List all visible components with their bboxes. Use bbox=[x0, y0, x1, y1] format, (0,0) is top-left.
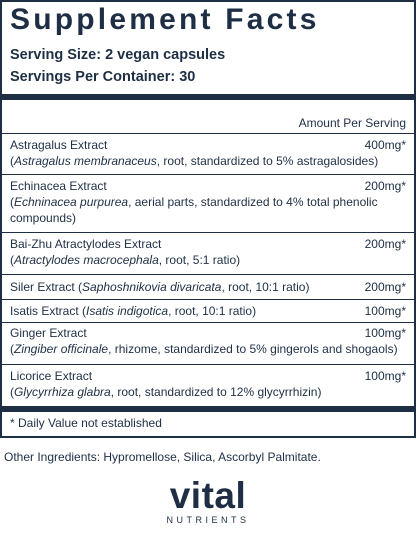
other-ingredients: Other Ingredients: Hypromellose, Silica, Ascorbyl Palmitate. bbox=[4, 450, 321, 464]
divider bbox=[2, 299, 414, 300]
daily-value-footnote: * Daily Value not established bbox=[10, 416, 162, 430]
ingredient-row bbox=[10, 279, 406, 295]
divider bbox=[2, 364, 414, 365]
ingredient-row bbox=[10, 303, 406, 319]
ingredient-description: (Atractylodes macrocephala, root, 5:1 ratio) bbox=[10, 253, 241, 267]
detail: , root, 10:1 ratio) bbox=[168, 304, 257, 318]
ingredient-row bbox=[10, 368, 406, 400]
divider bbox=[2, 274, 414, 275]
ingredient-amount: 200mg* bbox=[364, 280, 406, 294]
ingredient-row bbox=[10, 236, 406, 268]
ingredient-amount: 400mg* bbox=[364, 138, 406, 152]
ingredient-description bbox=[10, 279, 406, 295]
divider bbox=[2, 174, 414, 175]
detail: , rhizome, standardized to 5% gingerols and shogaols) bbox=[108, 342, 398, 356]
ingredient-name: Astragalus Extract bbox=[10, 138, 108, 152]
latin-name: Saphoshnikovia divaricata bbox=[82, 280, 222, 294]
thick-divider bbox=[2, 94, 414, 100]
latin-name: Echninacea purpurea bbox=[14, 195, 129, 209]
ingredient-amount: 100mg* bbox=[364, 304, 406, 318]
amount-per-serving-header: Amount Per Serving bbox=[298, 116, 406, 130]
ingredient-name: Isatis Extract ( bbox=[10, 304, 87, 318]
thick-divider bbox=[2, 406, 414, 412]
ingredient-name: Licorice Extract bbox=[10, 369, 93, 383]
ingredient-name: Bai-Zhu Atractylodes Extract bbox=[10, 237, 162, 251]
detail: , aerial parts, standardized to 4% total phenolic compounds) bbox=[10, 195, 378, 225]
ingredient-name: Ginger Extract bbox=[10, 326, 87, 340]
detail: , root, 5:1 ratio) bbox=[158, 253, 241, 267]
ingredient-description: (Zingiber officinale, rhizome, standardized to 5% gingerols and shogaols) bbox=[10, 342, 398, 356]
detail: , root, 10:1 ratio) bbox=[221, 280, 310, 294]
ingredient-amount: 100mg* bbox=[364, 326, 406, 340]
brand-logo-subtitle: NUTRIENTS bbox=[166, 515, 250, 525]
divider bbox=[2, 133, 414, 134]
latin-name: Isatis indigotica bbox=[86, 304, 169, 318]
ingredient-description bbox=[10, 303, 406, 319]
ingredient-row bbox=[10, 325, 406, 357]
ingredient-row bbox=[10, 178, 406, 226]
servings-per-container: Servings Per Container: 30 bbox=[10, 69, 196, 85]
ingredient-name: Siler Extract ( bbox=[10, 280, 83, 294]
brand-logo: vital bbox=[169, 475, 247, 516]
serving-size: Serving Size: 2 vegan capsules bbox=[10, 47, 226, 63]
detail: , root, standardized to 12% glycyrrhizin) bbox=[110, 385, 322, 399]
divider bbox=[2, 232, 414, 233]
ingredient-description: (Astragalus membranaceus, root, standardized to 5% astragalosides) bbox=[10, 154, 379, 168]
ingredient-amount: 200mg* bbox=[364, 179, 406, 193]
ingredient-name: Echinacea Extract bbox=[10, 179, 107, 193]
latin-name: Atractylodes macrocephala bbox=[14, 253, 159, 267]
divider bbox=[2, 322, 414, 323]
panel-title: Supplement Facts bbox=[10, 3, 320, 36]
ingredient-description: (Glycyrrhiza glabra, root, standardized to 12% glycyrrhizin) bbox=[10, 385, 322, 399]
latin-name: Glycyrrhiza glabra bbox=[14, 385, 111, 399]
ingredient-amount: 100mg* bbox=[364, 369, 406, 383]
ingredient-description: (Echninacea purpurea, aerial parts, standardized to 4% total phenolic compounds) bbox=[10, 195, 378, 225]
ingredient-row bbox=[10, 137, 406, 169]
latin-name: Astragalus membranaceus bbox=[14, 154, 157, 168]
detail: , root, standardized to 5% astragalosides) bbox=[156, 154, 379, 168]
latin-name: Zingiber officinale bbox=[14, 342, 109, 356]
ingredient-amount: 200mg* bbox=[364, 237, 406, 251]
